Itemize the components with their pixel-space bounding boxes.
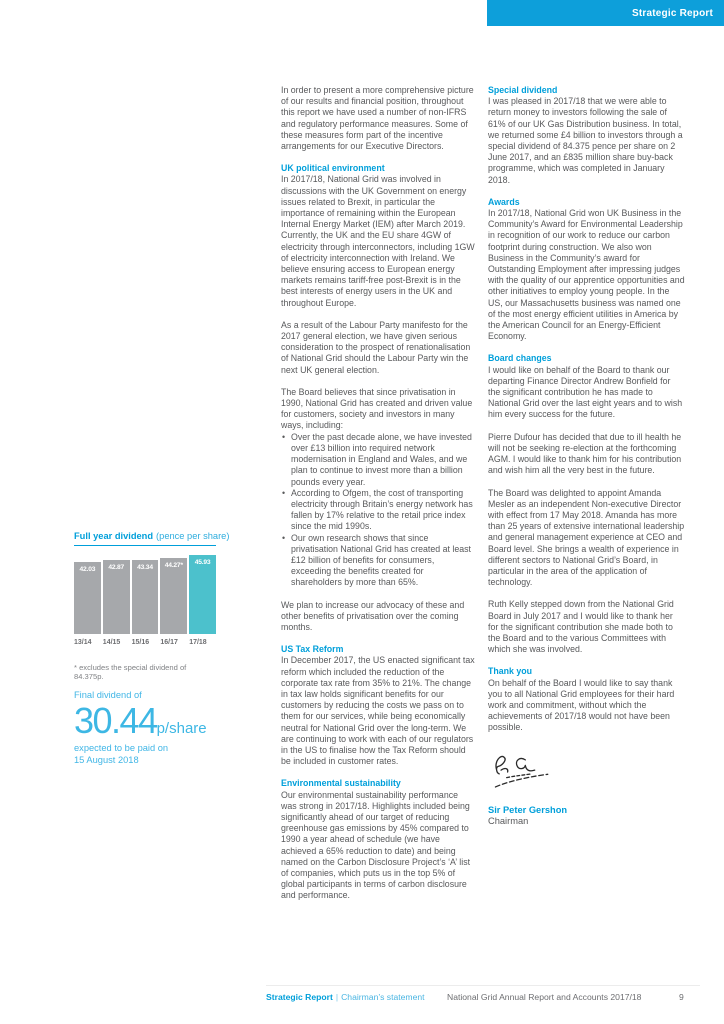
footer-page-number: 9 [679, 992, 684, 1002]
bar-17/18 [189, 555, 216, 634]
board-changes-p2: Pierre Dufour has decided that due to ill health he will not be seeking re-election at the forthcoming AGM. I would like to thank him for his contribution and wish him all the very best in the future. [488, 431, 682, 476]
bar-value-label: 42.03 [79, 566, 96, 573]
chart-x-labels [74, 639, 216, 646]
chart-title [74, 531, 230, 546]
chart-title-main: Full year dividend [74, 531, 154, 541]
x-axis-label: 17/18 [189, 639, 207, 646]
x-axis-label: 14/15 [102, 639, 121, 646]
bar-value-label: 42.87 [108, 564, 125, 571]
final-dividend-amount [74, 700, 234, 741]
final-dividend-note [74, 743, 234, 766]
x-axis-label: 13/14 [74, 639, 92, 646]
final-dividend-intro: Final dividend of [74, 690, 142, 700]
final-dividend-note-line2: 15 August 2018 [74, 754, 139, 765]
board-changes-p3: The Board was delighted to appoint Amanda Mesler as an independent Non-executive Director with effect from 17 May 2018. Amanda has more than 25 years of extensive international leadership and general management experience at CEO and Board level. She brings a wealth of experience in different sectors to National Grid’s Board, in particular in the area of the application of technology. [488, 487, 685, 588]
privatisation-benefits-list [281, 432, 475, 589]
special-dividend-body: I was pleased in 2017/18 that we were able to return money to investors following the sale of 61% of our UK Gas Distribution business. In total, we returned some £4 billion to investors through a special dividend of 84.375 pence per share on 2 June 2017, and an £835 million share buy-back programme, which was completed in January 2018. [488, 96, 683, 185]
bar-value-label: 43.34 [137, 564, 153, 571]
dividend-bar-chart [74, 531, 230, 681]
heading-board-changes: Board changes [488, 353, 552, 364]
heading-awards: Awards [488, 196, 520, 207]
footer-section-label: Strategic Report [266, 992, 333, 1002]
final-dividend-note-line1: expected to be paid on [74, 743, 169, 753]
intro-paragraph: In order to present a more comprehensive picture of our results and financial position, throughout this report we have used a number of non-IFRS and regulatory performance measures. Some of these measures form part of the incentive arrangements for our Executive Directors. [281, 85, 474, 152]
board-changes-p4: Ruth Kelly stepped down from the National Grid Board in July 2017 and I would like to thank her for the significant contribution she made both to the Board and to the various Committees with which she was involved. [488, 599, 674, 655]
uk-political-p2: As a result of the Labour Party manifesto for the 2017 general election, we have given serious consideration to the prospect of renationalisation of National Grid should the Labour Party win the next UK general election. [281, 319, 471, 375]
uk-political-p4: We plan to increase our advocacy of these and other benefits of privatisation over the coming months. [281, 599, 465, 632]
final-dividend-callout [74, 690, 234, 766]
footer-divider [266, 985, 700, 986]
bar-13/14 [74, 562, 101, 634]
heading-environmental-sustainability: Environmental sustainability [281, 778, 401, 789]
uk-political-p3: The Board believes that since privatisation in 1990, National Grid has created and driven value for customers, society and investors in many ways, including: [281, 386, 473, 431]
bar-15/16 [132, 560, 159, 634]
middle-column [281, 85, 475, 913]
thank-you-body: On behalf of the Board I would like to say thank you to all National Grid employees for their hard work and commitment, without which the achievements of 2017/18 would not have been possible. [488, 677, 675, 733]
board-changes-p1: I would like on behalf of the Board to thank our departing Finance Director Andrew Bonfield for the significant contribution he has made to National Grid over the last eight years and to wish him every success for the future. [488, 364, 683, 420]
chart-bars [74, 555, 216, 634]
section-banner [487, 0, 724, 26]
section-banner-label: Strategic Report [632, 7, 713, 19]
x-axis-label: 15/16 [131, 639, 150, 646]
footer-chapter-label: Chairman’s statement [341, 992, 425, 1002]
list-item: • Our own research shows that since privatisation National Grid has created at least £12 billion of benefits for consumers, exceeding the benefits created for shareholders by more than 65%. [281, 533, 475, 589]
chart-footnote: * excludes the special dividend of 84.375p. [74, 663, 187, 681]
list-item: • Over the past decade alone, we have invested over £13 billion into required network modernisation in England and Wales, and we plan to continue to invest more than a billion pounds every year. [281, 432, 475, 488]
right-column [488, 85, 685, 828]
footer-report-title: National Grid Annual Report and Accounts 2017/18 [447, 992, 642, 1002]
chart-title-sub: (pence per share) [156, 531, 230, 541]
bar-14/15 [103, 560, 130, 634]
us-tax-reform-body: In December 2017, the US enacted significant tax reform which included the reduction of the corporate tax rate from 35% to 21%. The change in tax law holds significant benefits for our customers by reducing the costs we pass on to them for our services, while being economically neutral for National Grid over the long-term. We are continuing to work with each of our regulators in the US to finalise how the Tax Reform should be included in customer rates. [281, 655, 475, 767]
signatory-role: Chairman [488, 816, 529, 827]
bar-16/17 [160, 558, 187, 634]
uk-political-p1: In 2017/18, National Grid was involved in discussions with the UK Government on energy issues related to Brexit, in particular the importance of remaining within the European Internal Energy Market (IEM) after March 2019. Currently, the UK and the EU share 4GW of electricity through interconnectors, including 1GW of electricity interconnection with Ireland. We believe ensuring access to European energy markets remains tariff-free post-Brexit is in the best interests of energy users in the UK and throughout Europe. [281, 174, 475, 308]
final-dividend-value: 30.44 [74, 700, 157, 741]
heading-special-dividend: Special dividend [488, 85, 558, 95]
bar-value-label: 44.27* [164, 562, 183, 569]
heading-uk-political: UK political environment [281, 163, 385, 174]
chairman-signature-icon [488, 748, 572, 796]
footer-separator: | [335, 992, 339, 1002]
final-dividend-unit: p/share [156, 720, 207, 737]
bar-value-label: 45.93 [194, 559, 211, 566]
list-item: • According to Ofgem, the cost of transporting electricity through Britain’s energy network has fallen by 17% relative to the retail price index since the mid 1990s. [281, 488, 475, 533]
heading-thank-you: Thank you [488, 666, 532, 677]
x-axis-label: 16/17 [160, 639, 178, 646]
heading-us-tax-reform: US Tax Reform [281, 644, 344, 655]
footer-breadcrumb [266, 992, 425, 1002]
environmental-sustainability-body: Our environmental sustainability performance was strong in 2017/18. Highlights included being significantly ahead of our target of reducing greenhouse gas emissions by 45% compared to 1990 a year ahead of schedule (we have achieved a 65% reduction to date) and being named on the Carbon Disclosure Project’s ‘A’ list of companies, which puts us in the top 5% of global participants in terms of carbon disclosure and performance. [281, 789, 471, 901]
signature-block [488, 748, 685, 799]
signatory-name: Sir Peter Gershon [488, 804, 568, 815]
awards-body: In 2017/18, National Grid won UK Business in the Community’s Award for Environmental Leadership in recognition of our work to reduce our carbon footprint during construction. We also won Business in the Community’s award for Outstanding Employment after impressing judges with the quality of our apprentice opportunities and other initiatives to employ young people. In the US, our Massachusetts business was named one of the most energy efficient utilities in America by the American Council for an Energy-Efficient Economy. [488, 208, 685, 342]
